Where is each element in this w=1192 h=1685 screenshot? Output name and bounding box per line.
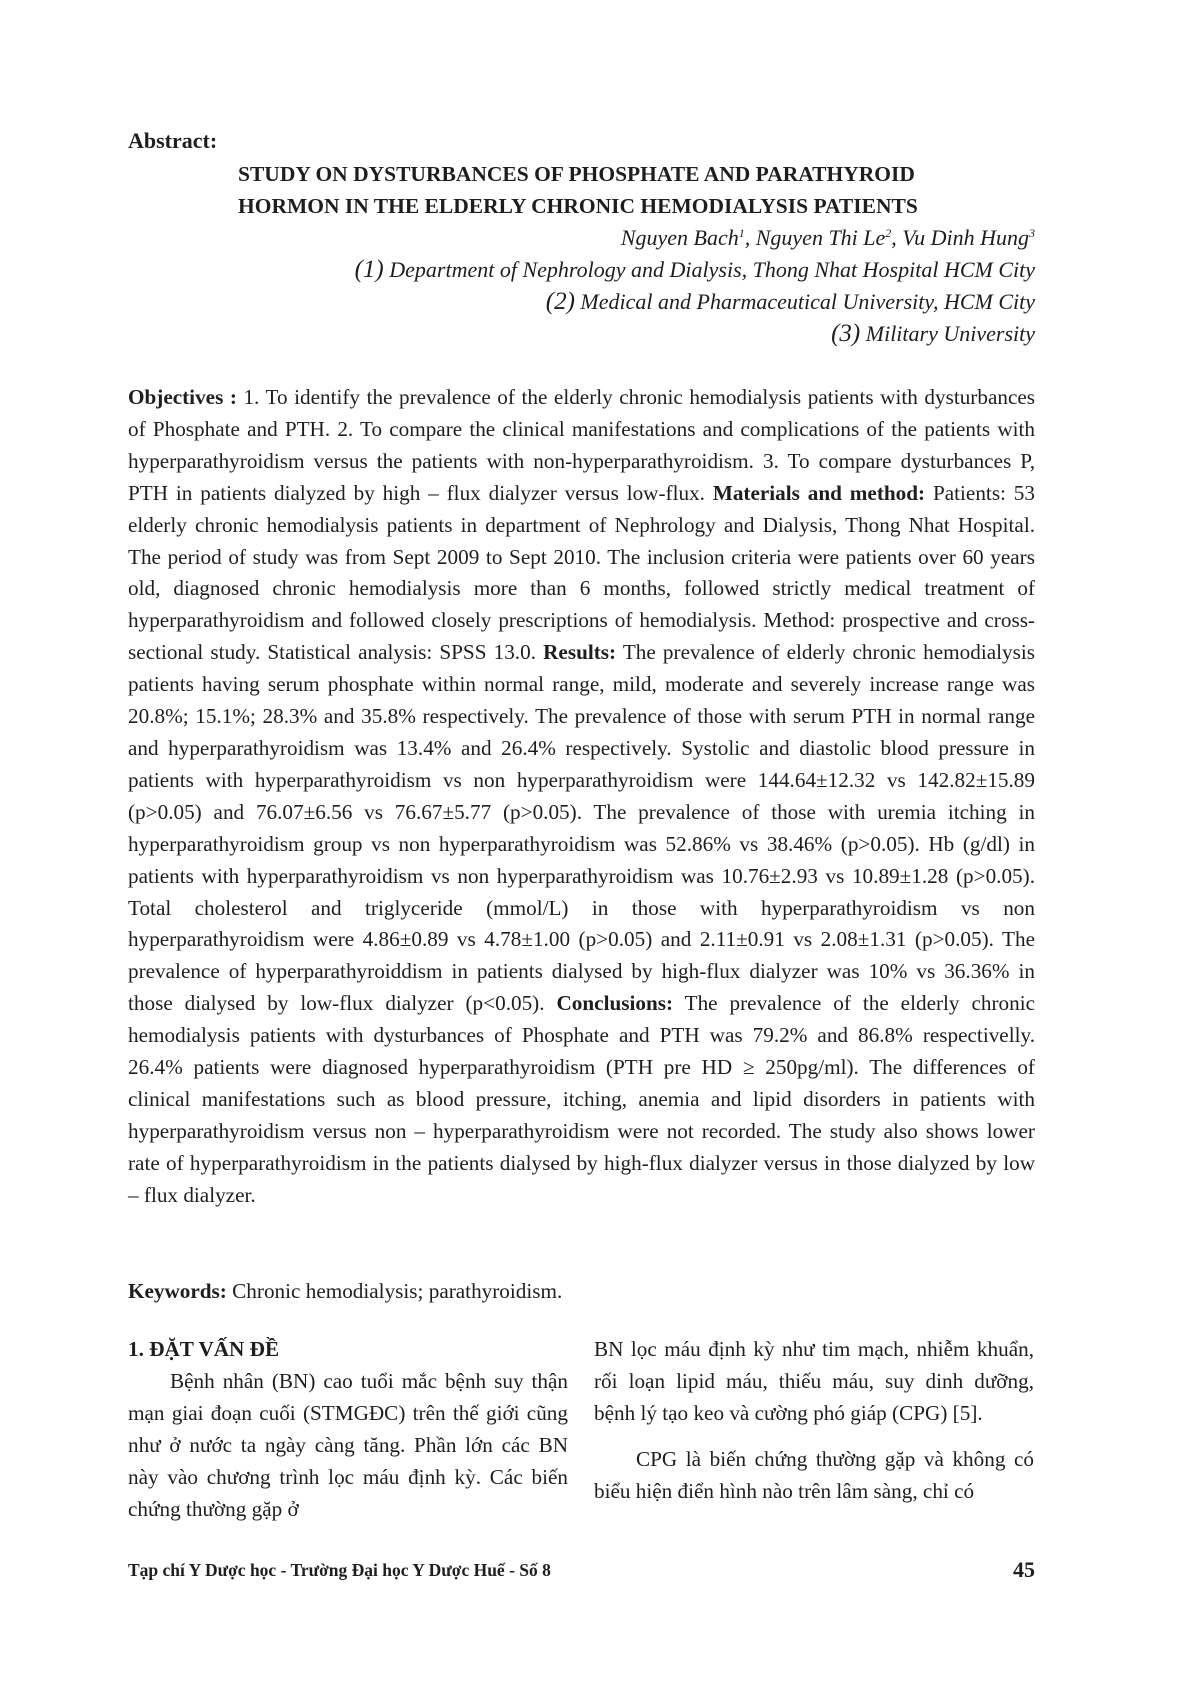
keywords-text: Chronic hemodialysis; parathyroidism.	[226, 1279, 563, 1303]
footer-journal: Tạp chí Y Dược học - Trường Đại học Y Dược Huế - Số 8	[128, 1560, 551, 1580]
affiliation-number: (1)	[354, 256, 384, 283]
body-column-left	[128, 1333, 568, 1525]
affiliation-line	[355, 286, 1035, 318]
author-line: Nguyen Bach$^1$, Nguyen Thi Le$^2$, Vu Dinh Hung$^3$	[620, 225, 1035, 250]
objectives-text: 1. To identify the prevalence of the elderly chronic hemodialysis patients with dysturbances of Phosphate and PTH. 2. To compare the clinical manifestations and complications of the patients with hyperparathyroidism versus the patients with non-hyperparathyroidism. 3. To compare dysturbances P, PTH in patients dialyzed by high – flux dialyzer versus low-flux.	[128, 385, 1035, 505]
page-number: 45	[1013, 1557, 1035, 1582]
affiliation-text: Department of Nephrology and Dialysis, Thong Nhat Hospital HCM City	[389, 257, 1035, 282]
affiliation-number: (3)	[831, 320, 861, 347]
title-line-2: HORMON IN THE ELDERLY CHRONIC HEMODIALYSIS PATIENTS	[238, 194, 918, 218]
results-text: The prevalence of elderly chronic hemodialysis patients having serum phosphate within normal range, mild, moderate and severely increase range was 20.8%; 15.1%; 28.3% and 35.8% respectively. The prevalence of those with serum PTH in normal range and hyperparathyroidism was 13.4% and 26.4% respectively. Systolic and diastolic blood pressure in patients with hyperparathyroidism vs non hyperparathyroidism were 144.64±12.32 vs 142.82±15.89 (p>0.05) and 76.07±6.56 vs 76.67±5.77 (p>0.05). The prevalence of those with uremia itching in hyperparathyroidism group vs non hyperparathyroidism was 52.86% vs 38.46% (p>0.05). Hb (g/dl) in patients with hyperparathyroidism vs non hyperparathyroidism was 10.76±2.93 vs 10.89±1.28 (p>0.05). Total cholesterol and triglyceride (mmol/L) in those with hyperparathyroidism vs non hyperparathyroidism were 4.86±0.89 vs 4.78±1.00 (p>0.05) and 2.11±0.91 vs 2.08±1.31 (p>0.05). The prevalence of hyperparathyroiddism in patients dialysed by high-flux dialyzer was 10% vs 36.36% in those dialysed by low-flux dialyzer (p<0.05).	[128, 640, 1035, 1016]
conclusions-label: Conclusions:	[556, 991, 674, 1016]
body-paragraph: BN lọc máu định kỳ như tim mạch, nhiễm khuẩn, rối loạn lipid máu, thiếu máu, suy dinh dưỡng, bệnh lý tạo keo và cường phó giáp (CPG) [5].	[594, 1337, 1034, 1425]
body-column-right	[594, 1333, 1034, 1507]
paper-title	[238, 158, 1058, 222]
author-sup: 1	[738, 226, 745, 240]
affiliation-text: Military University	[865, 321, 1035, 346]
abstract-label: Abstract:	[128, 128, 218, 153]
author-name: Vu Dinh Hung	[902, 225, 1029, 250]
author-name: Nguyen Bach	[620, 225, 739, 250]
affiliation-number: (2)	[545, 288, 575, 315]
title-line-1: STUDY ON DYSTURBANCES OF PHOSPHATE AND PARATHYROID	[238, 162, 915, 186]
conclusions-text: The prevalence of the elderly chronic hemodialysis patients with dysturbances of Phosphate and PTH was 79.2% and 86.8% respectivelly. 26.4% patients were diagnosed hyperparathyroidism (PTH pre HD ≥ 250pg/ml). The differences of clinical manifestations such as blood pressure, itching, anemia and lipid disorders in patients with hyperparathyroidism versus non – hyperparathyroidism were not recorded. The study also shows lower rate of hyperparathyroidism in the patients dialysed by high-flux dialyzer versus in those dialyzed by low – flux dialyzer.	[128, 991, 1035, 1207]
author-name: Nguyen Thi Le	[755, 225, 886, 250]
body-paragraph: Bệnh nhân (BN) cao tuổi mắc bệnh suy thận mạn giai đoạn cuối (STMGĐC) trên thế giới cũng như ở nước ta ngày càng tăng. Phần lớn các BN này vào chương trình lọc máu định kỳ. Các biến chứng thường gặp ở	[128, 1369, 568, 1521]
results-label: Results:	[543, 640, 617, 665]
affiliation-line	[355, 318, 1035, 350]
materials-label: Materials and method:	[712, 480, 926, 505]
affiliation-line	[355, 254, 1035, 286]
section-heading: 1. ĐẶT VẤN ĐỀ	[128, 1337, 280, 1361]
abstract-body	[128, 382, 1035, 1212]
author-sup: 3	[1029, 226, 1035, 240]
keywords	[128, 1276, 562, 1308]
authors-block	[355, 222, 1035, 350]
author-sup: 2	[885, 226, 892, 240]
affiliation-text: Medical and Pharmaceutical University, HCM City	[580, 289, 1035, 314]
body-paragraph: CPG là biến chứng thường gặp và không có biểu hiện điển hình nào trên lâm sàng, chỉ có	[594, 1447, 1034, 1503]
keywords-label: Keywords:	[128, 1279, 227, 1303]
objectives-label: Objectives :	[128, 385, 237, 409]
materials-text: Patients: 53 elderly chronic hemodialysis patients in department of Nephrology and Dialysis, Thong Nhat Hospital. The period of study was from Sept 2009 to Sept 2010. The inclusion criteria were patients over 60 years old, diagnosed chronic hemodialysis more than 6 months, followed strictly medical treatment of hyperparathyroidism and followed closely prescriptions of hemodialysis. Method: prospective and cross-sectional study. Statistical analysis: SPSS 13.0.	[128, 480, 1035, 665]
